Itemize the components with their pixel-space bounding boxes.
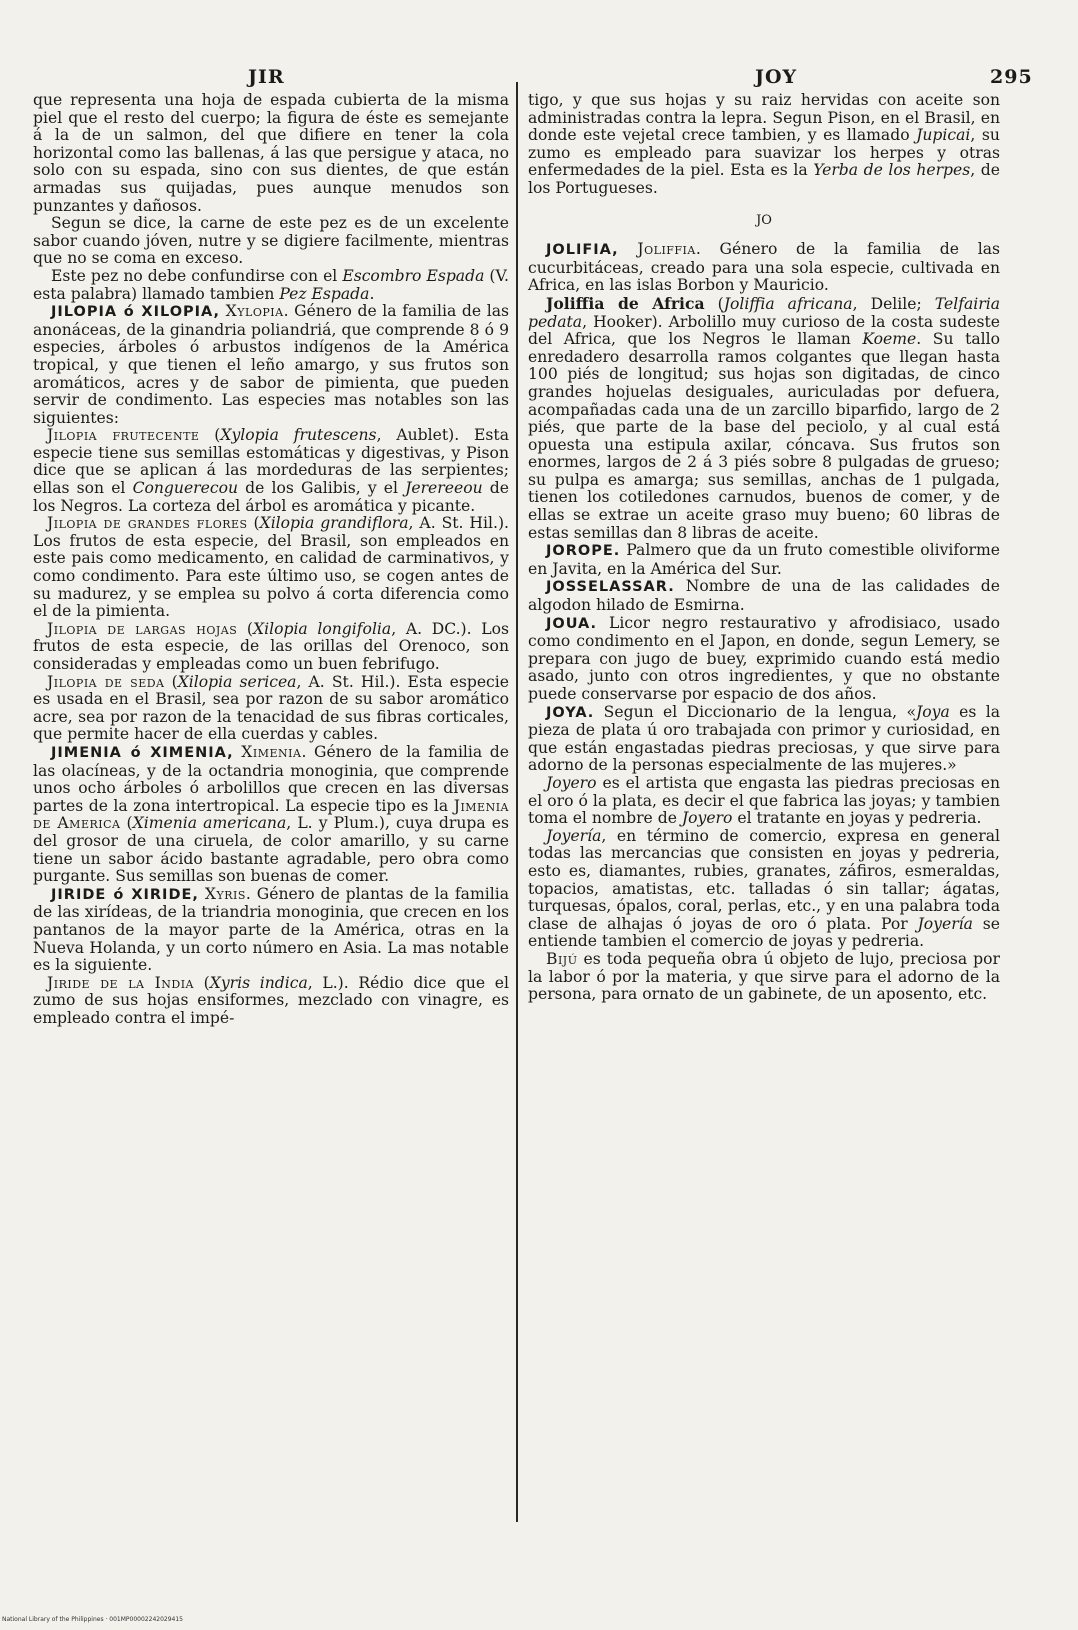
paragraph-pez-espada: que representa una hoja de espada cubierta de la misma piel que el resto del cuerpo; la figura de éste es semejante á la de un salmon, del que difiere en tener la cola horizontal como las ballenas, á las que persigue y ataca, no solo con su espada, sino con sus dientes, de que están armadas sus quijadas, pues aunque menudos son punzantes y dañosos. [33, 91, 509, 215]
headword-jorope: JOROPE. [546, 543, 621, 560]
entry-jiride: JIRIDE ó XIRIDE, Xyris. Género de plantas de la familia de las xirídeas, de la triandria monoginia, que crecen en los pantanos de la mayor parte de la América, otras en la Nueva Holanda, y un corto número en Asia. La mas notable es la siguiente. [33, 884, 509, 975]
running-head-right: JOY [755, 66, 798, 88]
headword-joua: JOUA. [546, 615, 598, 632]
entry-jorope: JOROPE. Palmero que da un fruto comestible oliviforme en Javita, en la América del Sur. [528, 541, 1000, 578]
entry-joyero: Joyero es el artista que engasta las piedras preciosas en el oro ó la plata, es decir el que fabrica las joyas; y tambien toma el nombre de Joyero el tratante en joyas y pedreria. [528, 773, 1000, 828]
left-column [33, 92, 509, 1027]
running-head-left: JIR [248, 66, 285, 88]
entry-josselassar: JOSSELASSAR. Nombre de una de las calidades de algodon hilado de Esmirna. [528, 577, 1000, 615]
paragraph-impetigo: tigo, y que sus hojas y su raiz hervidas con aceite son administradas contra la lepra. Segun Pison, en el Brasil, en donde este vejetal crece tambien, y es llamado Jupicai, su zumo es empleado para suavizar los herpes y otras enfermedades de la piel. Esta es la Yerba de los herpes, de los Portugueses. [528, 91, 1000, 197]
entry-joya: JOYA. Segun el Diccionario de la lengua, «Joya es la pieza de plata ú oro trabajada con primor y curiosidad, en que están engastadas piedras preciosas, y que sirve para adorno de la personas especialmente de las mujeres.» [528, 702, 1000, 775]
page-number: 295 [990, 66, 1033, 88]
entry-jilopia: JILOPIA ó XILOPIA, Xylopia. Género de la familia de las anonáceas, de la ginandria poliandriá, que comprende 8 ó 9 especies, árboles ó arbustos indígenos de la América tropical, y que tienen el leño amargo, y sus frutos son aromáticos, acres y de sabor de pimienta, que pueden servir de condimento. Las especies mas notables son las siguientes: [33, 302, 509, 427]
entry-joliffia-africa: Joliffia de Africa (Joliffia africana, Delile; Telfairia pedata, Hooker). Arbolillo muy curioso de la costa sudeste del Africa, que los Negros le llaman Koeme. Su tallo enredadero desarrolla ramos colgantes que llegan hasta 100 piés de longitud; sus hojas son digitadas, de cinco grandes hojuelas desiguales, auriculadas por defuera, acompañadas cada una de un zarcillo biparfido, largo de 2 piés, que parte de la base del peciolo, y al cual está opuesta una estipula axilar, cóncava. Sus frutos son enormes, largos de 2 á 3 piés sobre 8 pulgadas de grueso; su pulpa es amarga; sus semillas, anchas de 1 pulgada, tienen los cotiledones carnudos, buenos de comer, y de ellas se extrae un aceite graso muy bueno; 60 libras de estas semillas dan 8 libras de aceite. [528, 293, 1000, 542]
entry-jilopia-frutecente: Jilopia frutecente (Xylopia frutescens, Aublet). Esta especie tiene sus semillas estomáticas y digestivas, y Pison dice que se aplican á las mordeduras de las serpientes; ellas son el Conguerecou de los Galibis, y el Jerereeou de los Negros. La corteza del árbol es aromática y picante. [33, 426, 509, 515]
entry-jilopia-grandes-flores: Jilopia de grandes flores (Xilopia grandiflora, A. St. Hil.). Los frutos de esta especie, del Brasil, son empleados en este pais como medicamento, en calidad de carminativos, y como condimento. Para este último uso, se cogen antes de su madurez, y se emplea su polvo á corta diferencia como el de la pimienta. [33, 514, 509, 621]
scan-credit: National Library of the Philippines · 001MP00002242029415 [2, 1616, 183, 1623]
headword-jiride: JIRIDE ó XIRIDE, [51, 886, 199, 903]
paragraph-confundirse: Este pez no debe confundirse con el Escombro Espada (V. esta palabra) llamado tambien Pez Espada. [33, 266, 509, 303]
headword-jolifia: JOLIFIA, [546, 242, 619, 259]
entry-bijou: Bijú es toda pequeña obra ú objeto de lujo, preciosa por la labor ó por la materia, y que sirve para el adorno de la persona, para ornato de un gabinete, de un aposento, etc. [528, 949, 1000, 1004]
entry-jimenia: JIMENIA ó XIMENIA, Ximenia. Género de la familia de las olacíneas, y de la octandria monoginia, que comprende unos ocho árboles ó arbolillos que crecen en las diversas partes de la zona intertropical. La especie tipo es la Jimenia de America (Ximenia americana, L. y Plum.), cuya drupa es del grosor de una ciruela, de color amarillo, y su carne tiene un sabor ácido bastante agradable, pero obra como purgante. Sus semillas son buenas de comer. [33, 742, 510, 886]
column-divider [516, 82, 518, 1522]
entry-joua: JOUA. Licor negro restaurativo y afrodisiaco, usado como condimento en el Japon, en donde, segun Lemery, se prepara con jugo de buey, exprimido cuando está medio asado, junto con otros ingredientes, y que no obstante puede conservarse por espacio de dos años. [528, 613, 1000, 703]
entry-jilopia-seda: Jilopia de seda (Xilopia sericea, A. St. Hil.). Esta especie es usada en el Brasil, sea por razon de su sabor aromático acre, sea por razon de la tenacidad de sus fibras corticales, que permite hacer de ella cuerdas y cables. [33, 672, 510, 744]
paragraph-carne: Segun se dice, la carne de este pez es de un excelente sabor cuando jóven, nutre y se digiere facilmente, mientras que no se coma en exceso. [33, 214, 509, 268]
right-column [528, 92, 1000, 1004]
headword-josselassar: JOSSELASSAR. [546, 579, 675, 596]
headword-joya: JOYA. [546, 704, 595, 721]
headword-jilopia: JILOPIA ó XILOPIA, [51, 304, 221, 321]
entry-jilopia-largas-hojas: Jilopia de largas hojas (Xilopia longifolia, A. DC.). Los frutos de esta especie, de las orillas del Orenoco, son consideradas y empleadas como un buen febrifugo. [33, 619, 509, 673]
section-separator: JO [756, 212, 772, 228]
entry-jiride-india: Jiride de la India (Xyris indica, L.). Rédio dice que el zumo de sus hojas ensiformes, mezclado con vinagre, es empleado contra el impé- [33, 973, 510, 1027]
entry-joyeria: Joyería, en término de comercio, expresa en general todas las mercancias que consisten en joyas y pedreria, esto es, diamantes, rubies, granates, záfiros, esmeraldas, topacios, amatistas, etc. talladas ó sin tallar; ágatas, turquesas, ópalos, coral, perlas, etc., y en una palabra toda clase de alhajas ó joyas de oro ó plata. Por Joyería se entiende tambien el comercio de joyas y pedreria. [528, 826, 1000, 951]
entry-jolifia: JOLIFIA, Joliffia. Género de la familia de las cucurbitáceas, creado para una sola especie, cultivada en Africa, en las islas Borbon y Mauricio. [528, 240, 1000, 295]
headword-jimenia: JIMENIA ó XIMENIA, [51, 744, 234, 761]
